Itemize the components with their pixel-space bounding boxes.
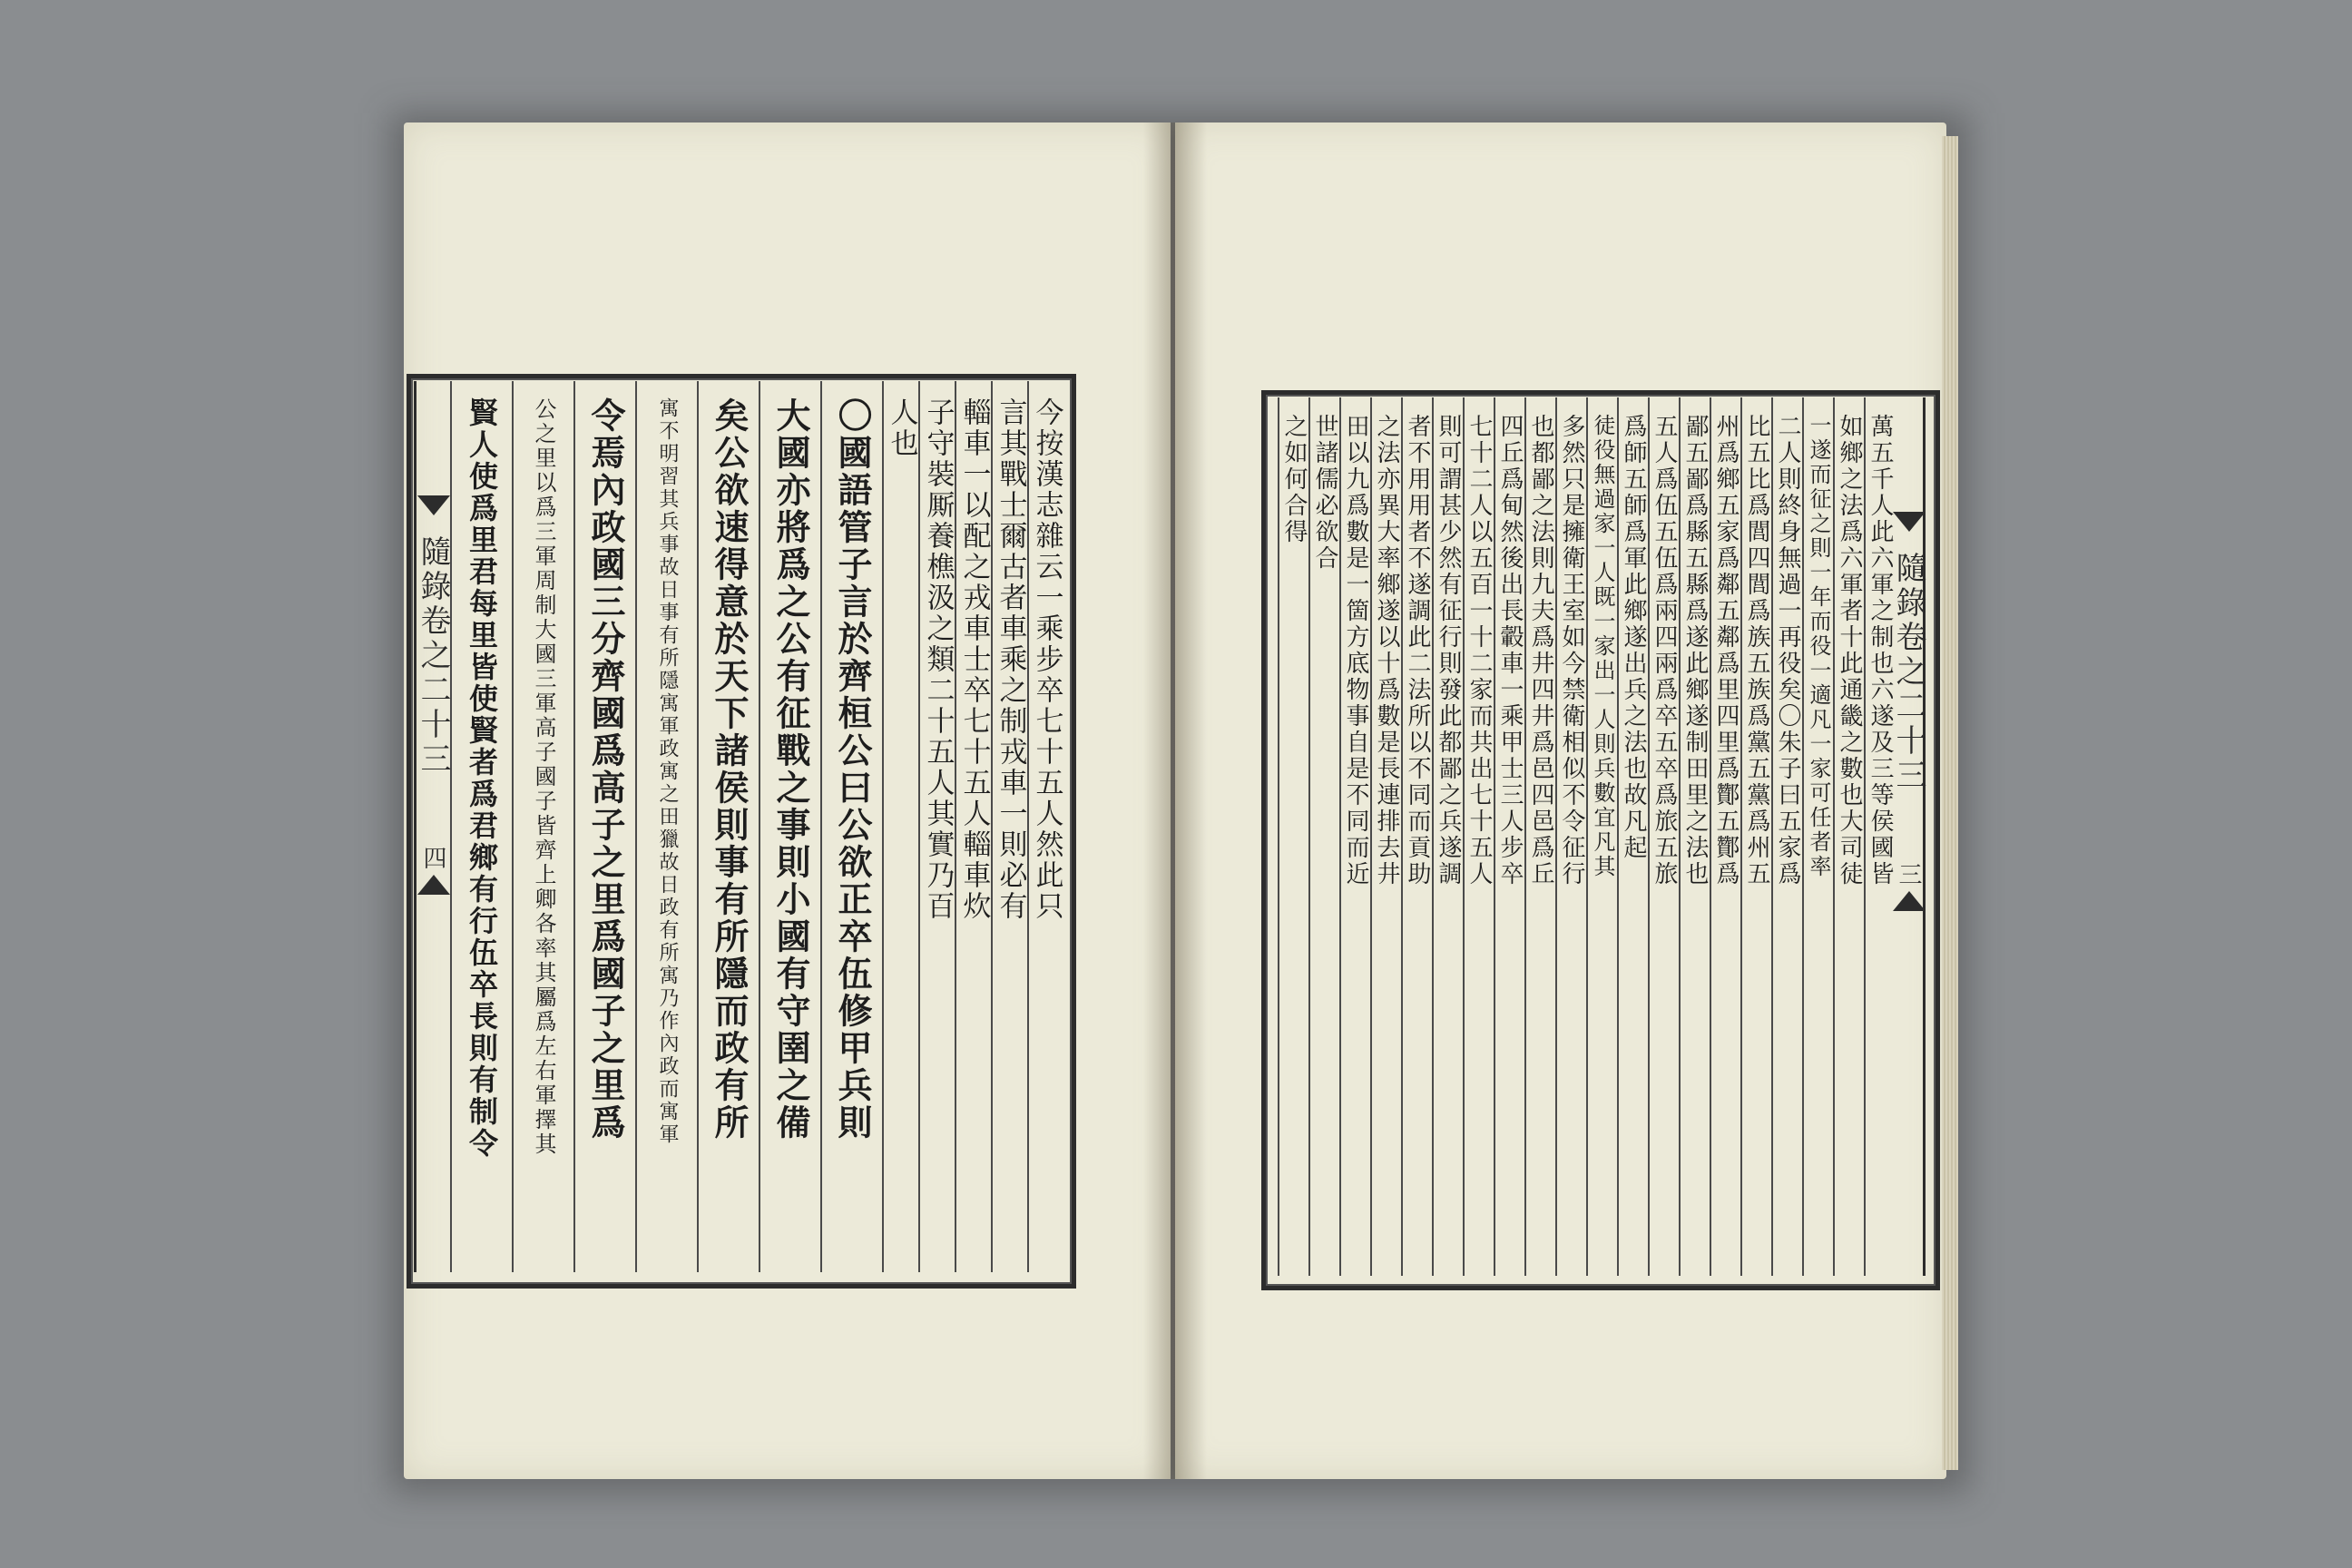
column-text: 徒役無過家一人既一家出一人則兵數宜凡其 xyxy=(1590,414,1615,879)
text-column xyxy=(918,381,955,1272)
column-text: 則可謂甚少然有征行則發此都鄙之兵遂調 xyxy=(1435,414,1462,887)
left-banner xyxy=(414,381,450,1272)
column-text: 大國亦將爲之公有征戰之事則小國有守圉之備 xyxy=(770,397,811,1142)
page-number: 四 xyxy=(419,846,446,869)
column-text: 鄙五鄙爲縣五縣爲遂此鄉遂制田里之法也 xyxy=(1681,414,1709,887)
text-column xyxy=(1679,397,1710,1276)
column-text: 四丘爲甸然後出長轂車一乘甲士三人步卒 xyxy=(1496,414,1524,887)
text-column xyxy=(573,381,635,1272)
column-text: 寓不明習其兵事故日事有所隱寓軍政寓之田獵故日政有所寓乃作內政而寓軍 xyxy=(656,397,679,1146)
text-column xyxy=(882,381,918,1272)
column-text: 人也 xyxy=(885,397,918,459)
text-column xyxy=(1586,397,1617,1276)
text-column xyxy=(1833,397,1864,1276)
fish-tail-ornament-icon xyxy=(417,875,450,895)
fish-tail-ornament-icon xyxy=(1893,512,1926,532)
fish-tail-ornament-icon xyxy=(417,495,450,515)
column-text: 者不用用者不遂調此二法所以不同而貢助 xyxy=(1404,414,1431,887)
column-text: 言其戰士爾古者車乘之制戎車一則必有 xyxy=(994,397,1027,922)
right-banner xyxy=(1890,397,1926,1276)
column-text: 公之里以爲三軍周制大國三軍高子國子皆齊上卿各率其屬爲左右軍擇其 xyxy=(531,397,556,1157)
text-column xyxy=(1710,397,1740,1276)
page-number: 三 xyxy=(1895,862,1922,886)
text-column xyxy=(1027,381,1063,1272)
text-column xyxy=(1370,397,1401,1276)
column-text: 五人爲伍五伍爲兩四兩爲卒五卒爲旅五旅 xyxy=(1651,414,1678,887)
text-column xyxy=(1494,397,1524,1276)
text-column xyxy=(759,381,820,1272)
column-text: 萬五千人此六軍之制也六遂及三等侯國皆 xyxy=(1867,414,1894,887)
column-text: 如鄉之法爲六軍者十此通畿之數也大司徒 xyxy=(1836,414,1863,887)
left-text-block xyxy=(414,381,1063,1272)
text-column xyxy=(1401,397,1432,1276)
column-text: 子守裝厮養樵汲之類二十五人其實乃百 xyxy=(921,397,955,922)
text-column xyxy=(1524,397,1555,1276)
text-column xyxy=(1740,397,1771,1276)
volume-title: 隨錄卷之二十三 xyxy=(1890,552,1926,793)
column-text: 二人則終身無過一再役矣〇朱子曰五家爲 xyxy=(1774,414,1801,887)
text-column xyxy=(1308,397,1339,1276)
book-gutter xyxy=(1143,122,1207,1479)
column-text: 州爲鄉五家爲鄰五鄰爲里四里爲酇五酇爲 xyxy=(1712,414,1740,887)
text-column xyxy=(955,381,991,1272)
text-column xyxy=(697,381,759,1272)
column-text: 矣公欲速得意於天下諸侯則事有所隱而政有所 xyxy=(709,397,750,1142)
text-column xyxy=(512,381,573,1272)
text-column xyxy=(1771,397,1802,1276)
column-text: 也都鄙之法則九夫爲井四井爲邑四邑爲丘 xyxy=(1527,414,1554,887)
column-text: 賢人使爲里君每里皆使賢者爲君鄉有行伍卒長則有制令 xyxy=(465,397,499,1160)
text-column xyxy=(991,381,1027,1272)
text-column xyxy=(1555,397,1586,1276)
text-column xyxy=(1802,397,1833,1276)
column-text: 七十二人以五百一十二家而共出七十五人 xyxy=(1465,414,1493,887)
column-text: 今按漢志雜云一乘步卒七十五人然此只 xyxy=(1030,397,1063,922)
column-text: 輜車一以配之戎車士卒七十五人輜車炊 xyxy=(957,397,991,922)
column-text: 多然只是擁衛王室如今禁衛相似不令征行 xyxy=(1558,414,1585,887)
column-text: 田以九爲數是一箇方底物事自是不同而近 xyxy=(1342,414,1369,887)
text-column xyxy=(1463,397,1494,1276)
volume-title: 隨錄卷之二十三 xyxy=(415,535,451,777)
text-column xyxy=(1432,397,1463,1276)
page-edges xyxy=(1942,136,1958,1470)
text-column xyxy=(635,381,697,1272)
text-column xyxy=(1339,397,1370,1276)
text-column xyxy=(820,381,882,1272)
column-text: 之法亦異大率鄉遂以十爲數是長連排去井 xyxy=(1373,414,1400,887)
text-column xyxy=(450,381,512,1272)
fish-tail-ornament-icon xyxy=(1893,891,1926,911)
column-text: 〇國語管子言於齊桓公曰公欲正卒伍修甲兵則 xyxy=(832,397,873,1142)
column-text: 爲師五師爲軍此鄉遂出兵之法也故凡起 xyxy=(1620,414,1647,861)
text-column xyxy=(1864,397,1895,1276)
column-text: 比五比爲閭四閭爲族五族爲黨五黨爲州五 xyxy=(1743,414,1770,887)
text-column xyxy=(1278,397,1308,1276)
column-text: 一遂而征之則一年而役一適凡一家可任者率 xyxy=(1806,414,1831,879)
column-text: 世諸儒必欲合 xyxy=(1311,414,1338,572)
column-text: 之如何合得 xyxy=(1280,414,1308,545)
text-column xyxy=(1648,397,1679,1276)
text-column xyxy=(1617,397,1648,1276)
right-text-block xyxy=(1269,397,1926,1276)
column-text: 令焉內政國三分齊國爲高子之里爲國子之里爲 xyxy=(585,397,626,1142)
